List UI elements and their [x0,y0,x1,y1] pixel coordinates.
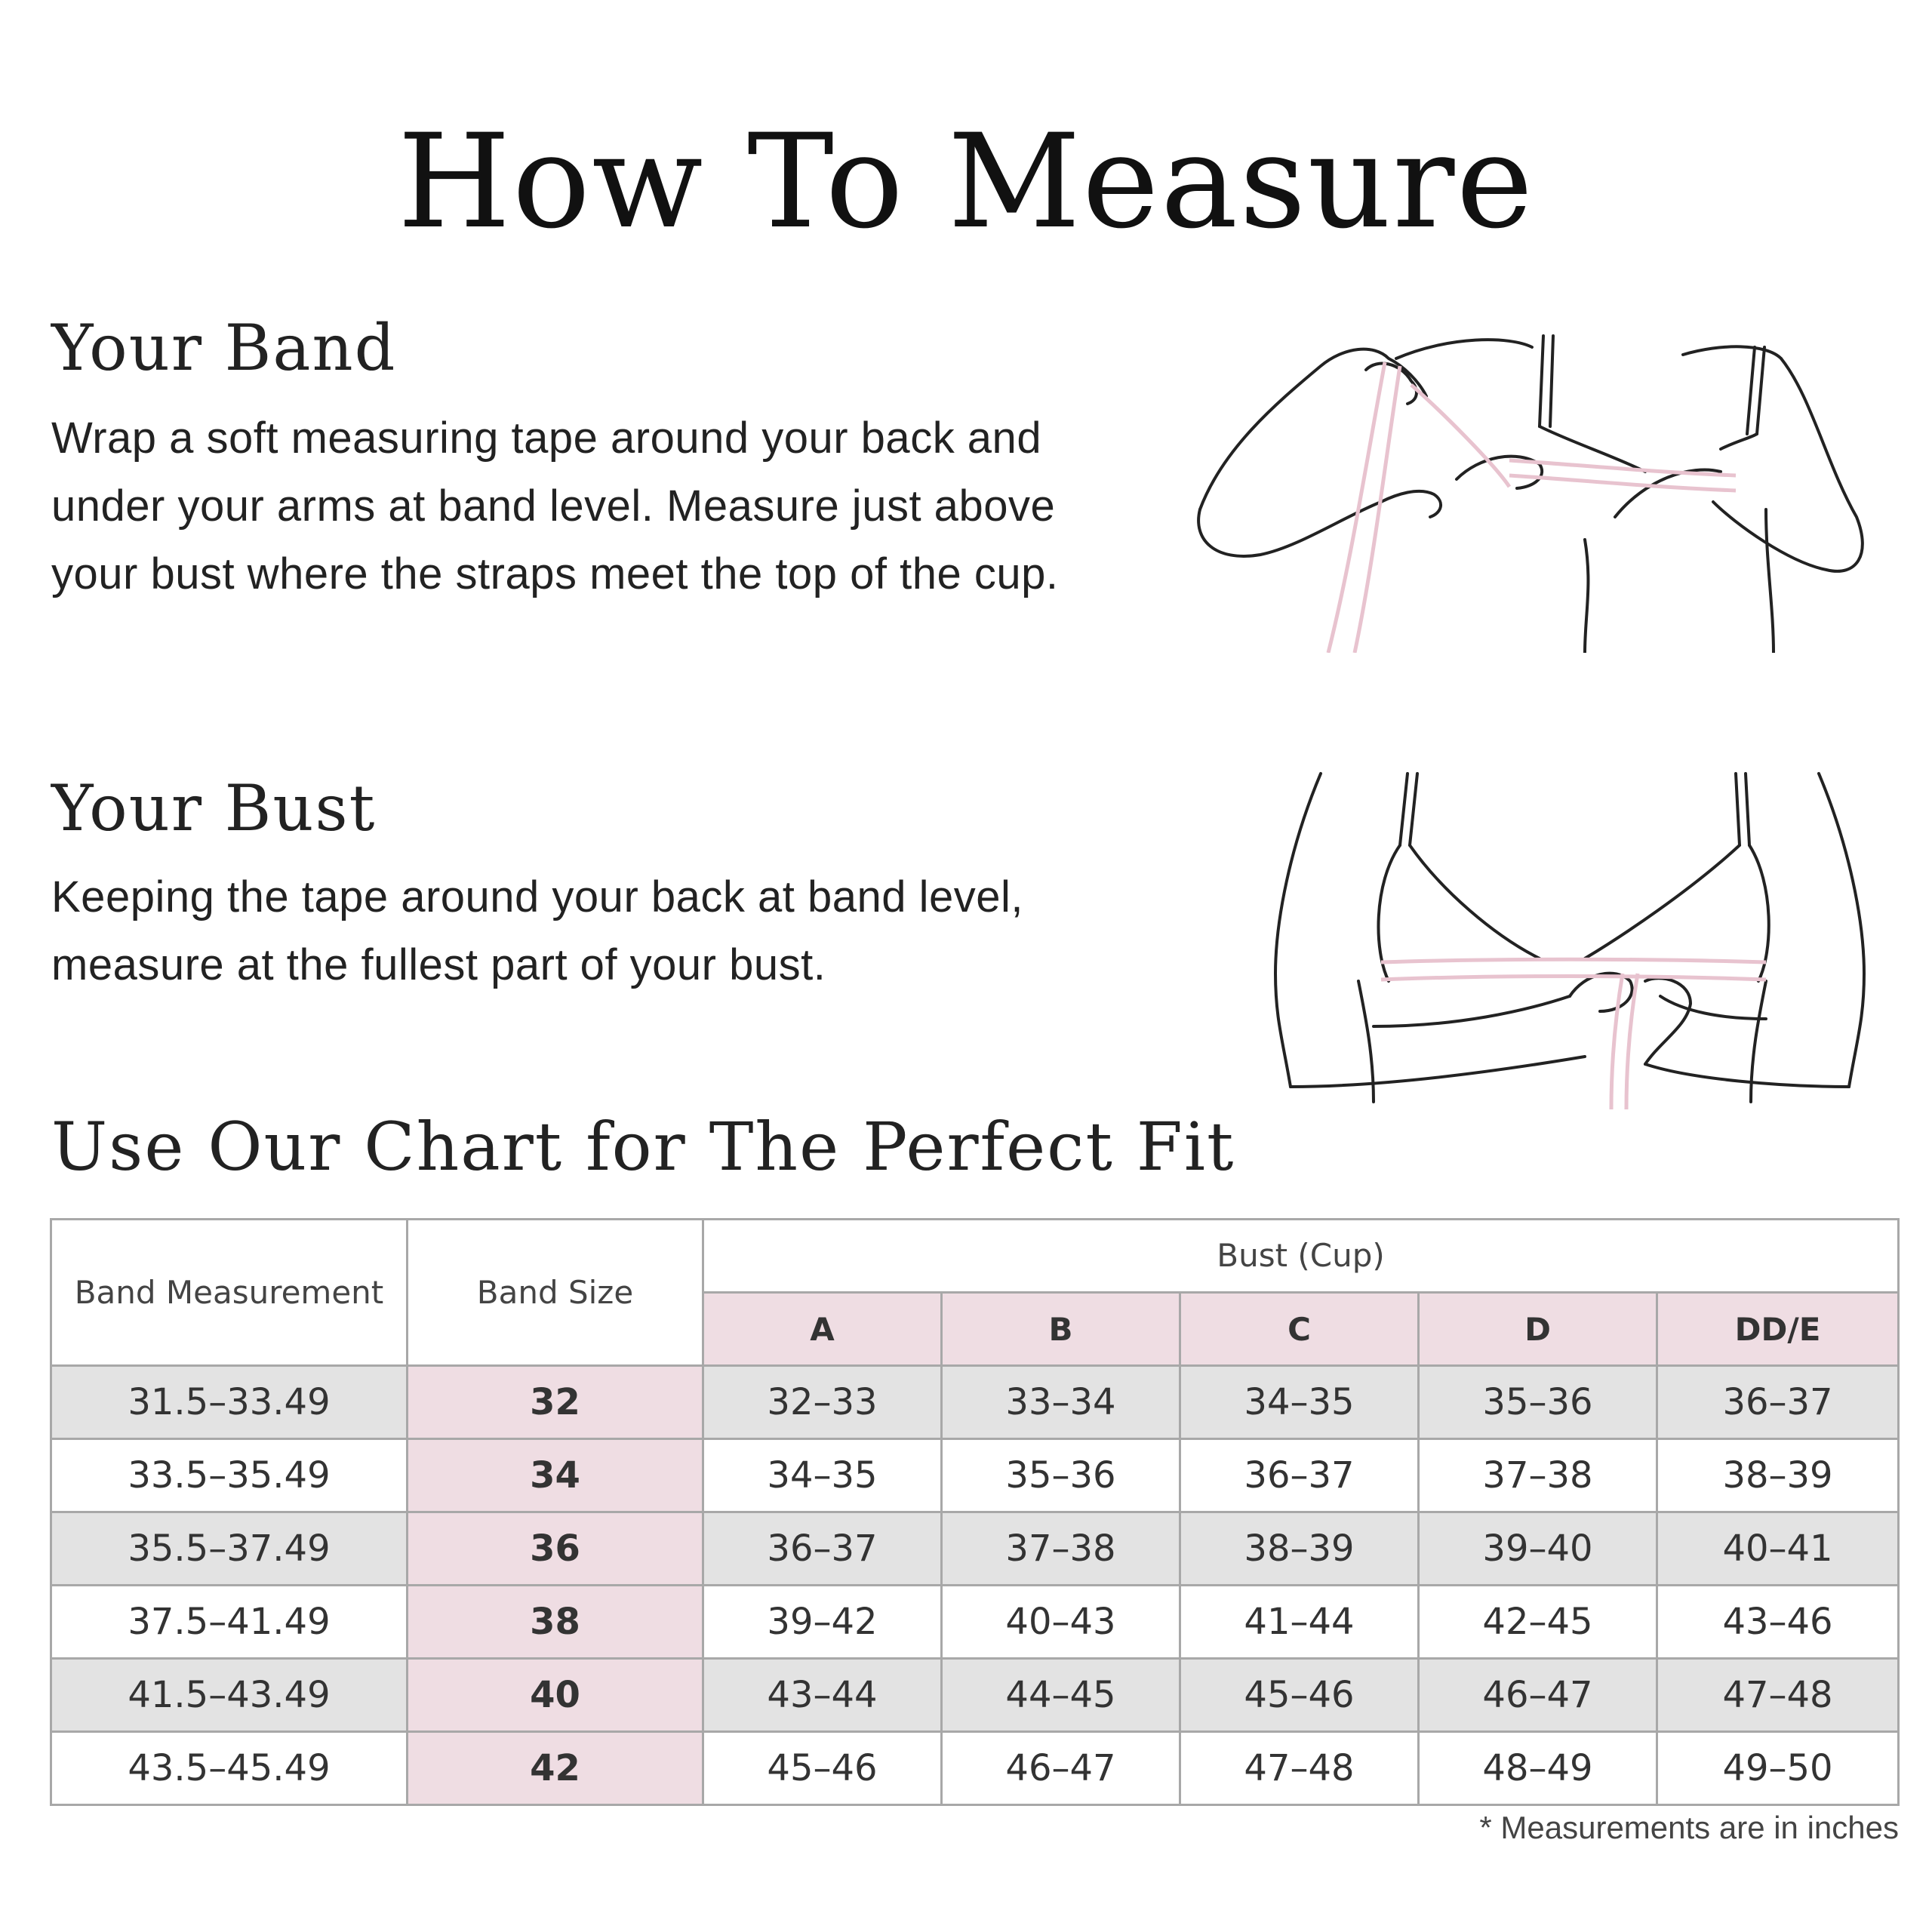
cup-cell: 44–45 [942,1659,1180,1732]
cup-cell: 39–42 [703,1586,942,1659]
band-measurement-cell: 33.5–35.49 [51,1439,408,1512]
cup-cell: 48–49 [1419,1732,1657,1805]
cup-cell: 43–44 [703,1659,942,1732]
band-measuring-illustration [1192,313,1902,653]
header-bust-cup: Bust (Cup) [703,1220,1899,1293]
cup-cell: 45–46 [1180,1659,1419,1732]
cup-cell: 43–46 [1657,1586,1899,1659]
header-cup-dd-e: DD/E [1657,1293,1899,1366]
cup-cell: 38–39 [1657,1439,1899,1512]
band-size-cell: 36 [408,1512,703,1586]
band-measurement-cell: 31.5–33.49 [51,1366,408,1439]
band-measurement-cell: 41.5–43.49 [51,1659,408,1732]
bust-instructions: Keeping the tape around your back at band level, measure at the fullest part of your bust. [51,872,1024,989]
cup-cell: 40–43 [942,1586,1180,1659]
table-row [51,1439,1899,1512]
cup-cell: 46–47 [1419,1659,1657,1732]
bust-heading: Your Bust [51,771,377,845]
cup-cell: 34–35 [703,1439,942,1512]
cup-cell: 46–47 [942,1732,1180,1805]
cup-cell: 36–37 [1180,1439,1419,1512]
cup-cell: 47–48 [1180,1732,1419,1805]
footnote: * Measurements are in inches [1479,1810,1899,1845]
cup-cell: 49–50 [1657,1732,1899,1805]
header-cup-a: A [703,1293,942,1366]
band-size-cell: 42 [408,1732,703,1805]
header-cup-b: B [942,1293,1180,1366]
size-chart-table [50,1218,1900,1806]
cup-cell: 35–36 [1419,1366,1657,1439]
header-cup-d: D [1419,1293,1657,1366]
header-band-measurement: Band Measurement [51,1220,408,1366]
cup-cell: 33–34 [942,1366,1180,1439]
band-measurement-cell: 43.5–45.49 [51,1732,408,1805]
header-band-size: Band Size [408,1220,703,1366]
bust-measuring-illustration [1268,770,1872,1109]
cup-cell: 37–38 [1419,1439,1657,1512]
cup-cell: 34–35 [1180,1366,1419,1439]
band-size-cell: 32 [408,1366,703,1439]
band-measurement-cell: 35.5–37.49 [51,1512,408,1586]
band-size-cell: 38 [408,1586,703,1659]
cup-cell: 40–41 [1657,1512,1899,1586]
cup-cell: 36–37 [1657,1366,1899,1439]
table-row [51,1732,1899,1805]
cup-cell: 36–37 [703,1512,942,1586]
band-size-cell: 34 [408,1439,703,1512]
table-row [51,1366,1899,1439]
band-size-cell: 40 [408,1659,703,1732]
cup-cell: 32–33 [703,1366,942,1439]
cup-cell: 39–40 [1419,1512,1657,1586]
band-heading: Your Band [51,311,397,385]
table-row [51,1512,1899,1586]
cup-cell: 45–46 [703,1732,942,1805]
chart-heading: Use Our Chart for The Perfect Fit [51,1108,1235,1186]
table-row [51,1659,1899,1732]
header-cup-c: C [1180,1293,1419,1366]
table-row [51,1586,1899,1659]
cup-cell: 37–38 [942,1512,1180,1586]
cup-cell: 41–44 [1180,1586,1419,1659]
cup-cell: 38–39 [1180,1512,1419,1586]
cup-cell: 47–48 [1657,1659,1899,1732]
band-instructions: Wrap a soft measuring tape around your back and under your arms at band level. Measure just above your bust where the straps meet the top of the cup. [51,414,1059,598]
cup-cell: 42–45 [1419,1586,1657,1659]
band-measurement-cell: 37.5–41.49 [51,1586,408,1659]
page-title: How To Measure [397,106,1535,257]
cup-cell: 35–36 [942,1439,1180,1512]
